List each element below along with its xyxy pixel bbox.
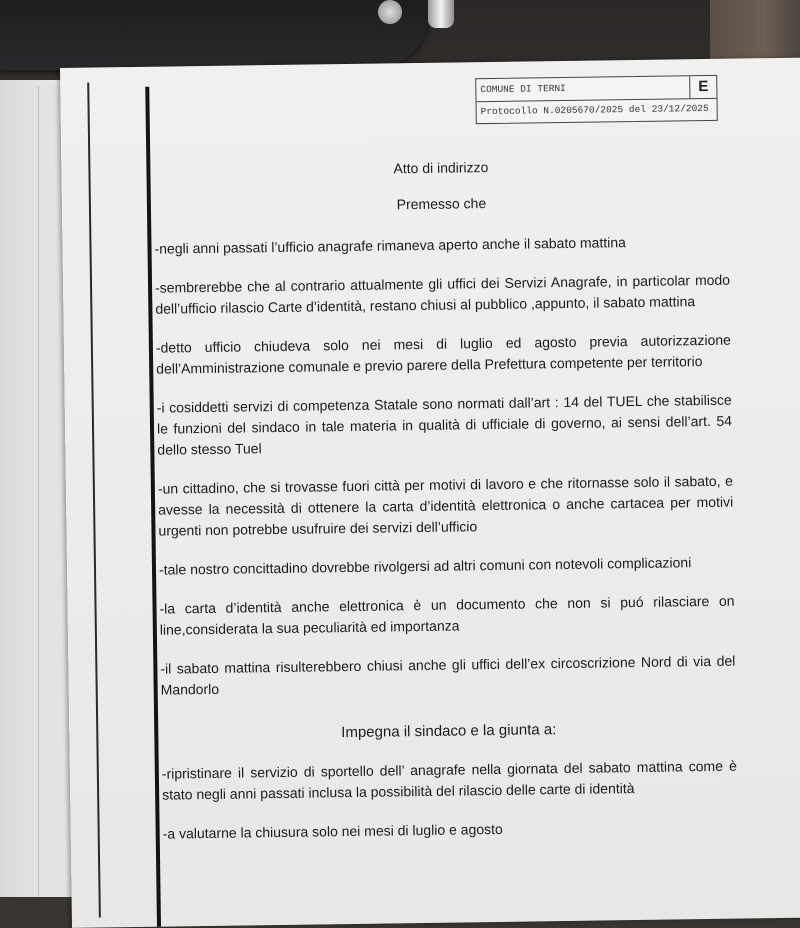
laptop-edge [0, 0, 430, 70]
premise-paragraph: -negli anni passati l’ufficio anagrafe rimaneva aperto anche il sabato mattina [154, 234, 626, 257]
stamp-protocol-number: Protocollo N.0205670/2025 del 23/12/2025 [480, 102, 709, 118]
commitment-paragraph: -ripristinare il servizio di sportello dell’ anagrafe nella giornata del sabato mattina come è stato negli anni passati inclusa la possibilità del rilascio delle carte di identità [161, 757, 737, 803]
document-title: Atto di indirizzo [393, 159, 489, 177]
premise-paragraph: -i cosiddetti servizi di competenza Statale sono normati dall’art : 14 del TUEL che stabilisce le funzioni del sindaco in tale materia in qualità di ufficiale di governo, ai sensi dell’art. 54 dello stesso Tuel [156, 391, 733, 458]
premise-paragraph: -il sabato mattina risulterebbero chiusi anche gli uffici dell’ex circoscrizione Nord di via del Mandorlo [160, 652, 736, 698]
stamp-comune: COMUNE DI TERNI [480, 82, 566, 96]
commitment-paragraph: -a valutarne la chiusura solo nei mesi di luglio e agosto [162, 820, 503, 842]
document-subtitle: Premesso che [396, 195, 487, 213]
document-body [153, 154, 737, 845]
premise-paragraph: -detto ufficio chiudeva solo nei mesi di luglio ed agosto previa autorizzazione dell’Amministrazione comunale e previo parere della Prefettura competente per territorio [155, 331, 731, 377]
laptop-screw [378, 0, 402, 24]
stamp-header [476, 76, 716, 102]
premise-paragraph: -la carta d’identità anche elettronica è un documento che non si puó rilasciare on line,considerata la sua peculiarità ed importanza [159, 592, 735, 638]
stamp-letter: E [689, 76, 716, 98]
commitment-heading: Impegna il sindaco e la giunta a: [341, 721, 557, 742]
premise-paragraph: -un cittadino, che si trovasse fuori città per motivi di lavoro e che ritornasse solo il sabato, e avesse la necessità di ottenere la carta d’identità elettronica o anche cartacea per motivi urgenti non potrebbe usufruire dei servizi dell’ufficio [157, 472, 734, 539]
document-page [60, 57, 800, 928]
premise-paragraph: -sembrerebbe che al contrario attualmente gli uffici dei Servizi Anagrafe, in particolar modo dell’ufficio rilascio Carte d’identità, restano chiusi al pubblico ,appunto, il sabato mattina [154, 271, 731, 317]
pen-tip [428, 0, 454, 28]
margin-line-outer [87, 83, 101, 918]
protocol-stamp [475, 75, 718, 124]
premise-paragraph: -tale nostro concittadino dovrebbe rivolgersi ad altri comuni con notevoli complicazioni [158, 554, 692, 578]
